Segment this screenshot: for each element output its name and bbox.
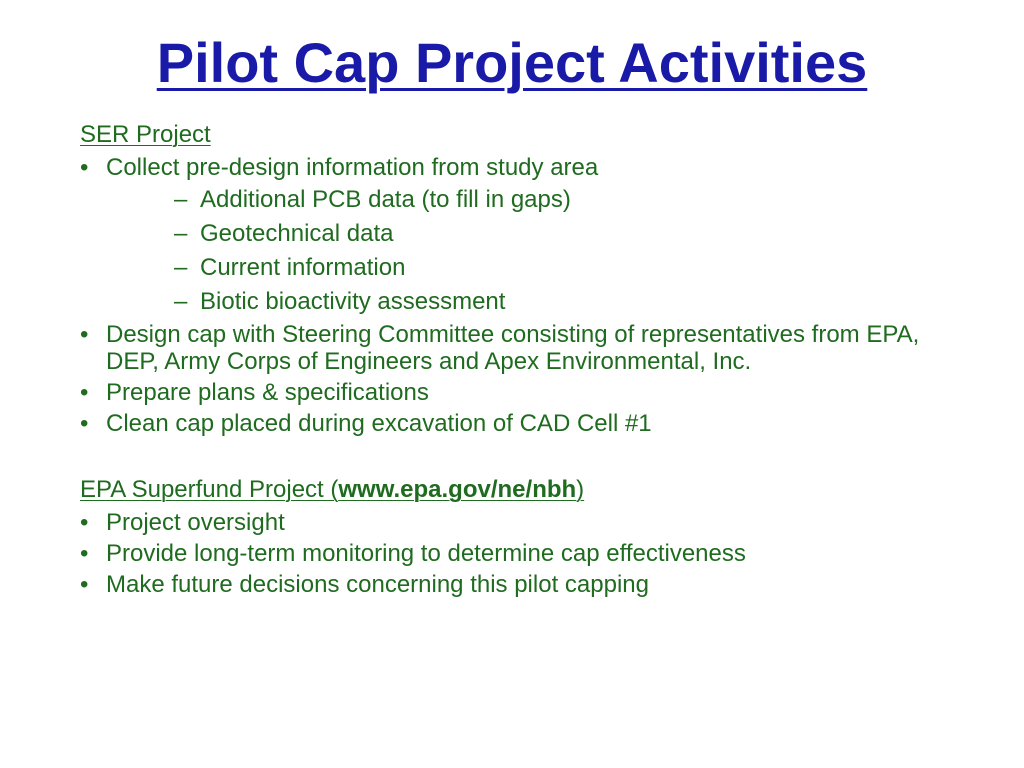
ser-project-list xyxy=(80,154,960,437)
sub-list-item-text: Additional PCB data (to fill in gaps) xyxy=(200,186,571,213)
list-item xyxy=(80,321,960,375)
sub-list-item xyxy=(80,219,960,249)
dash-icon: – xyxy=(174,254,188,281)
dash-icon: – xyxy=(174,220,188,247)
bullet-icon: • xyxy=(80,379,89,406)
epa-superfund-list xyxy=(80,509,960,598)
section-heading-ser-project: SER Project xyxy=(80,121,211,148)
bullet-icon: • xyxy=(80,321,89,348)
sub-list xyxy=(106,185,960,317)
bullet-icon: • xyxy=(80,410,89,437)
slide-body xyxy=(80,120,960,602)
section-heading-suffix: ) xyxy=(576,476,585,503)
sub-list-item xyxy=(80,253,960,283)
dash-icon: – xyxy=(174,288,188,315)
sub-list-item-text: Biotic bioactivity assessment xyxy=(200,288,506,315)
list-item xyxy=(80,410,960,437)
sub-list-item xyxy=(80,287,960,317)
list-item-text: Prepare plans & specifications xyxy=(106,379,429,406)
section-spacer xyxy=(80,441,960,475)
list-item xyxy=(80,509,960,536)
slide-title: Pilot Cap Project Activities xyxy=(156,31,868,94)
sub-list-item-text: Current information xyxy=(200,254,406,281)
list-item-text: Provide long-term monitoring to determine cap effectiveness xyxy=(106,540,746,567)
list-item-text: Project oversight xyxy=(106,509,285,536)
list-item-text: Collect pre-design information from study area xyxy=(106,154,599,181)
list-item-text: Design cap with Steering Committee consisting of representatives from EPA, DEP, Army Corps of Engineers and Apex Environmental, Inc. xyxy=(106,321,920,375)
list-item xyxy=(80,540,960,567)
sub-list-item xyxy=(80,185,960,215)
bullet-icon: • xyxy=(80,154,89,181)
list-item xyxy=(80,571,960,598)
sub-list-item-text: Geotechnical data xyxy=(200,220,394,247)
section-heading-epa-superfund xyxy=(80,475,960,509)
bullet-icon: • xyxy=(80,571,89,598)
section-heading-text: EPA Superfund Project ( xyxy=(80,476,339,503)
dash-icon: – xyxy=(174,186,188,213)
bullet-icon: • xyxy=(80,540,89,567)
list-item-text: Make future decisions concerning this pilot capping xyxy=(106,571,649,598)
bullet-icon: • xyxy=(80,509,89,536)
list-item xyxy=(80,379,960,406)
epa-link[interactable]: www.epa.gov/ne/nbh xyxy=(338,476,577,503)
list-item xyxy=(80,154,960,317)
list-item-text: Clean cap placed during excavation of CAD Cell #1 xyxy=(106,410,652,437)
